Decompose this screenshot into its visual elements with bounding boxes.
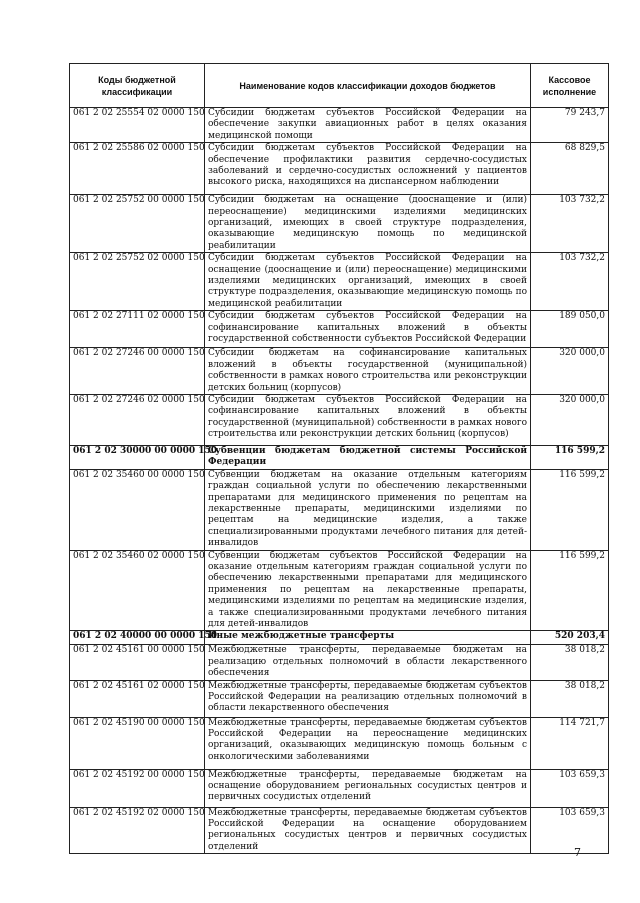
amount-cell: 116 599,2 [531,550,609,631]
description-cell: Межбюджетные трансферты, передаваемые бюджетам на реализацию отдельных полномочий в области лекарственного обеспечения [205,645,531,680]
code-cell: 061 2 02 45192 02 0000 150 [70,807,205,854]
description-cell: Субсидии бюджетам на софинансирование капитальных вложений в объекты государственной (муниципальной) собственности в рамках нового строительства или реконструкции детских больниц (корпусов) [205,348,531,395]
code-cell: 061 2 02 30000 00 0000 150 [70,445,205,469]
page-number: 7 [574,846,581,859]
table-row [70,394,609,445]
code-cell: 061 2 02 27111 02 0000 150 [70,311,205,348]
amount-cell: 79 243,7 [531,108,609,143]
amount-cell: 116 599,2 [531,445,609,469]
description-cell: Межбюджетные трансферты, передаваемые бюджетам на оснащение оборудованием региональных сосудистых центров и первичных сосудистых отделений [205,769,531,807]
code-cell: 061 2 02 45161 00 0000 150 [70,645,205,680]
code-cell: 061 2 02 45161 02 0000 150 [70,680,205,717]
table-row [70,348,609,395]
header-amount: Кассовое исполнение [531,64,609,108]
amount-cell: 38 018,2 [531,680,609,717]
description-cell: Межбюджетные трансферты, передаваемые бюджетам субъектов Российской Федерации на переоснащение медицинских организаций, оказывающих медицинскую помощь больным с онкологическими заболеваниями [205,717,531,769]
table-body [70,108,609,854]
description-cell: Межбюджетные трансферты, передаваемые бюджетам субъектов Российской Федерации на оснащение оборудованием региональных сосудистых центров и первичных сосудистых отделений [205,807,531,854]
table-row [70,550,609,631]
amount-cell: 520 203,4 [531,631,609,645]
table-row [70,717,609,769]
table-row [70,195,609,253]
code-cell: 061 2 02 25586 02 0000 150 [70,143,205,195]
table-row [70,469,609,550]
code-cell: 061 2 02 35460 00 0000 150 [70,469,205,550]
code-cell: 061 2 02 25752 00 0000 150 [70,195,205,253]
description-cell: Субвенции бюджетам субъектов Российской Федерации на оказание отдельным категориям граждан социальной услуги по обеспечению лекарственными препаратами для медицинского применения по рецептам на лекарственные препараты, медицинскими изделиями по рецептам на медицинские изделия, а также специализированными продуктами лечебного питания для детей-инвалидов [205,550,531,631]
amount-cell: 189 050,0 [531,311,609,348]
description-cell: Субсидии бюджетам субъектов Российской Федерации на софинансирование капитальных вложений в объекты государственной собственности субъектов Российской Федерации [205,311,531,348]
amount-cell: 114 721,7 [531,717,609,769]
amount-cell: 68 829,5 [531,143,609,195]
code-cell: 061 2 02 27246 00 0000 150 [70,348,205,395]
code-cell: 061 2 02 45192 00 0000 150 [70,769,205,807]
table-row [70,253,609,311]
description-cell: Субсидии бюджетам субъектов Российской Федерации на оснащение (дооснащение и (или) переоснащение) медицинскими изделиями медицинских организаций, имеющих в своей структуре подразделения, оказывающие медицинскую помощь по медицинской реабилитации [205,253,531,311]
description-cell: Субсидии бюджетам субъектов Российской Федерации на обеспечение закупки авиационных работ в целях оказания медицинской помощи [205,108,531,143]
amount-cell: 116 599,2 [531,469,609,550]
description-cell: Межбюджетные трансферты, передаваемые бюджетам субъектов Российской Федерации на реализацию отдельных полномочий в области лекарственного обеспечения [205,680,531,717]
amount-cell: 103 659,3 [531,769,609,807]
table-row [70,807,609,854]
table-row [70,143,609,195]
description-cell: Субвенции бюджетам бюджетной системы Российской Федерации [205,445,531,469]
header-name: Наименование кодов классификации доходов бюджетов [205,64,531,108]
description-cell: Субвенции бюджетам на оказание отдельным категориям граждан социальной услуги по обеспечению лекарственными препаратами для медицинского применения по рецептам на лекарственные препараты, медицинскими изделиями по рецептам на медицинские изделия, а также специализированными продуктами лечебного питания для детей-инвалидов [205,469,531,550]
amount-cell: 103 659,3 [531,807,609,854]
header-code: Коды бюджетной классификации [70,64,205,108]
table-row [70,769,609,807]
code-cell: 061 2 02 40000 00 0000 150 [70,631,205,645]
amount-cell: 38 018,2 [531,645,609,680]
amount-cell: 320 000,0 [531,394,609,445]
table-row [70,645,609,680]
table-row [70,311,609,348]
amount-cell: 320 000,0 [531,348,609,395]
description-cell: Субсидии бюджетам на оснащение (дооснащение и (или) переоснащение) медицинскими изделиями медицинских организаций, имеющих в своей структуре подразделения, оказывающие медицинскую помощь по медицинской реабилитации [205,195,531,253]
code-cell: 061 2 02 45190 00 0000 150 [70,717,205,769]
description-cell: Субсидии бюджетам субъектов Российской Федерации на обеспечение профилактики развития сердечно-сосудистых заболеваний и сердечно-сосудистых осложнений у пациентов высокого риска, находящихся на диспансерном наблюдении [205,143,531,195]
description-cell: Иные межбюджетные трансферты [205,631,531,645]
code-cell: 061 2 02 35460 02 0000 150 [70,550,205,631]
code-cell: 061 2 02 25554 02 0000 150 [70,108,205,143]
amount-cell: 103 732,2 [531,195,609,253]
amount-cell: 103 732,2 [531,253,609,311]
code-cell: 061 2 02 27246 02 0000 150 [70,394,205,445]
table-header-row [70,64,609,108]
code-cell: 061 2 02 25752 02 0000 150 [70,253,205,311]
description-cell: Субсидии бюджетам субъектов Российской Федерации на софинансирование капитальных вложений в объекты государственной (муниципальной) собственности в рамках нового строительства или реконструкции детских больниц (корпусов) [205,394,531,445]
table-row [70,445,609,469]
budget-classification-table [69,63,609,854]
table-row [70,108,609,143]
table-row [70,631,609,645]
table-row [70,680,609,717]
